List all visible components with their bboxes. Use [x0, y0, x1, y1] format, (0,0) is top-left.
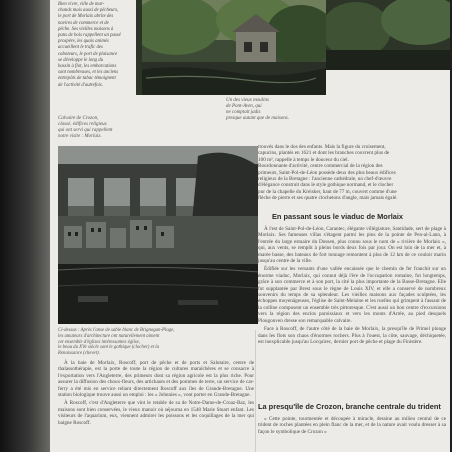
top-left-line: prospère, les quais animés	[58, 39, 109, 45]
intro-line: religieux de la Bretagne : l'ancienne cathédrale, un chef-d'œuvre	[258, 176, 392, 183]
paragraph: À Roscoff, c'est d'Angleterre que vint le retable de sa de Notre-Dame-de-Croaz-Baz, les maisons sont bien conservées, le vieux manoir où séjourna en 1548 Marie Stuart enfant. Les visiteurs de l'aquarium, eux, viennent admirer les poissons et les coquillages de la mer qui baigne Roscoff.	[58, 400, 254, 426]
intro-line: d'élégance construit dans le style gothique normand, et le clocher	[258, 182, 394, 189]
top-left-line: caboteurs, le port de plaisance	[58, 51, 118, 57]
caption-line: classé, édifices religieux	[58, 122, 107, 127]
section-crozon-text	[258, 416, 446, 437]
paragraph: « Cette pointe, tourmentée et découpée à miracle, dessine au milieu central de ce trident de roches plantées en plein flanc de la mer, et de la nature avait voulu dresser à sa façon le symbolique de Crozon »	[258, 416, 446, 435]
caption-line: cet ensemble d'églises intéressantes église,	[58, 339, 140, 345]
intro-line: 100 m², rappelle à temps le douceur du ciel.	[258, 156, 349, 163]
intro-line: trouvés dans le dos des enfants. Mais la figure du croisement,	[258, 144, 386, 150]
page-gutter-shadow	[0, 0, 50, 452]
section-heading-crozon: La presqu'île de Crozon, branche centrale du trident	[258, 402, 441, 411]
caption-line: Calvaire de Crozon,	[58, 116, 99, 121]
caption-line: Un des vieux moulins	[226, 98, 269, 103]
column-divider	[255, 330, 256, 452]
paragraph: Édifiée sur les versants d'une vallée encaissée que le chemin de fer franchit sur un énorme viaduc, Morlaix, qui connut déjà l'ère de l'occupation romaine, fut longtemps, grâce à son commerce et à son port, la cité la plus importante de la Basse-Bretagne. Elle fut supplantée par Brest sous le règne de Louis XIV, et elle a conservé de nombreux souvenirs du temps de sa splendeur. Les vieilles maisons aux façades sculptées, les échoppes moyenâgeuses, l'église de Saint-Melaine et les ruelles qui grimpent à l'assaut de la colline composent un ensemble très pittoresque. C'est aussi un bon centre d'excursions vers la région des enclos paroissiaux et vers les monts d'Arrée, au pied desquels Plougonven dresse son remarquable calvaire.	[258, 266, 446, 324]
top-left-line: de l'activité d'autrefois.	[58, 82, 103, 88]
intro-line: capucins, plantés en 1621 et dont les branches couvrent plus de	[258, 150, 390, 157]
top-left-line: se développe le long du	[58, 57, 104, 63]
paragraph: À la baie de Morlaix, Roscoff, port de pêche et de ports et Salutaire, centre de thalassothérapie, est la porte de toute la région de cultures maraîchères et se consacre à l'exportation vers l'Angleterre, des primeurs dont sa région agricole est la plus riche. Pour assurer la diffusion des choux-fleurs, des artichauts et des pommes de terre, un service de car-ferry a été mis en service reliant directement Roscoff aux îles de Grande-Bretagne. Une station biologique trouve aussi un emploi : les « Johnnies », vont porter en Grande-Bretagne.	[58, 360, 254, 399]
intro-line: primeurs, Saint-Pol-de-Léon possède deux des plus beaux édifices	[258, 169, 396, 176]
intro-line: pur de la chapelle du Kreisker, haut de 77 m, couvert comme d'une	[258, 188, 397, 195]
top-left-line: bassin à flot, les embarcations	[58, 64, 117, 70]
caption-line: ne comptait jadis	[226, 110, 261, 115]
caption-line: notre visite : Morlaix.	[58, 134, 102, 139]
top-left-line: pêche. Ses vieilles maisons à	[58, 26, 114, 32]
top-left-line: entrepôts de tabac témoignent	[58, 76, 116, 82]
viaduct-photo-image	[58, 146, 258, 324]
paragraph: Face à Roscoff, de l'autre côté de la baie de Morlaix, la presqu'île de Primel plonge dans les flots son chaos d'énormes rochers. Plus à l'ouest, la côte, sauvage, déchiquetée, est inexplicable jusqu'au Locquirec, dernier port de pêche et plage du Finistère.	[258, 326, 446, 345]
lower-left-column	[58, 360, 254, 428]
magazine-page	[50, 0, 450, 452]
intro-line: flèche de pierre et ses quatre clochetons d'angle, mais jamais égalé.	[258, 195, 398, 202]
intro-line: Bourdonnante d'activité, centre commercial de la région des	[258, 163, 383, 170]
mill-photo-caption	[226, 98, 326, 122]
caption-line: qui ont servi qui rappellent	[58, 128, 113, 133]
caption-line: de Pont-Aven, qui	[226, 104, 262, 109]
section-heading-viaduct: En passant sous le viaduc de Morlaix	[272, 212, 404, 221]
top-left-line: accueillent le trafic des	[58, 45, 103, 51]
top-left-line: Bien vivre, ville de mar-	[58, 2, 105, 7]
viaduct-photo	[58, 146, 258, 324]
top-right-photo-image	[326, 0, 450, 70]
right-intro-text	[258, 144, 446, 202]
section-viaduct-text	[258, 226, 446, 347]
calvary-caption	[58, 116, 134, 140]
caption-line: les amateurs d'architecture ont naturellement aiment	[58, 333, 160, 339]
church-caption	[58, 328, 254, 357]
top-left-line: sont nombreuses, et les anciens	[58, 70, 119, 76]
mill-photo	[136, 0, 326, 95]
top-left-line: le port de Morlaix abrite des	[58, 14, 114, 20]
caption-line: le beau du XVe siècle sont le gothique (clocher) et la	[58, 345, 159, 351]
caption-line: Ci-dessus : Après l'anse de sable blanc de Brignogan-Plage,	[58, 328, 175, 333]
top-left-line: chands mais aussi de pêcheurs,	[58, 8, 119, 14]
top-left-column	[58, 2, 136, 89]
mill-photo-image	[136, 0, 326, 95]
caption-line: Renaissance (chevet).	[58, 351, 100, 357]
top-right-photo	[326, 0, 450, 70]
top-left-line: navires de commerce et de	[58, 20, 109, 26]
top-left-line: pans de bois rappellent un passé	[58, 33, 121, 39]
caption-line: presque autant que de maisons.	[226, 116, 290, 121]
paragraph: À l'est de Saint-Pol-de-Léon, Carantec, élégante villégiature, Santidade, sert de plage à Morlaix. Ses fameuses villas s'étagent parmi les pins de la pointe de Pen-al-Lann, à l'entrée du large estuaire du Dossen, plus connu sous le nom de « rivière de Morlaix », qui, aux vents, se remplit à pleins bords deux fois par jour. On est loin de la mer et, à marée basse, des bateaux de fort tonnage remontent à plus de 12 km de ce couloir marin jusqu'au centre de la ville.	[258, 226, 446, 265]
